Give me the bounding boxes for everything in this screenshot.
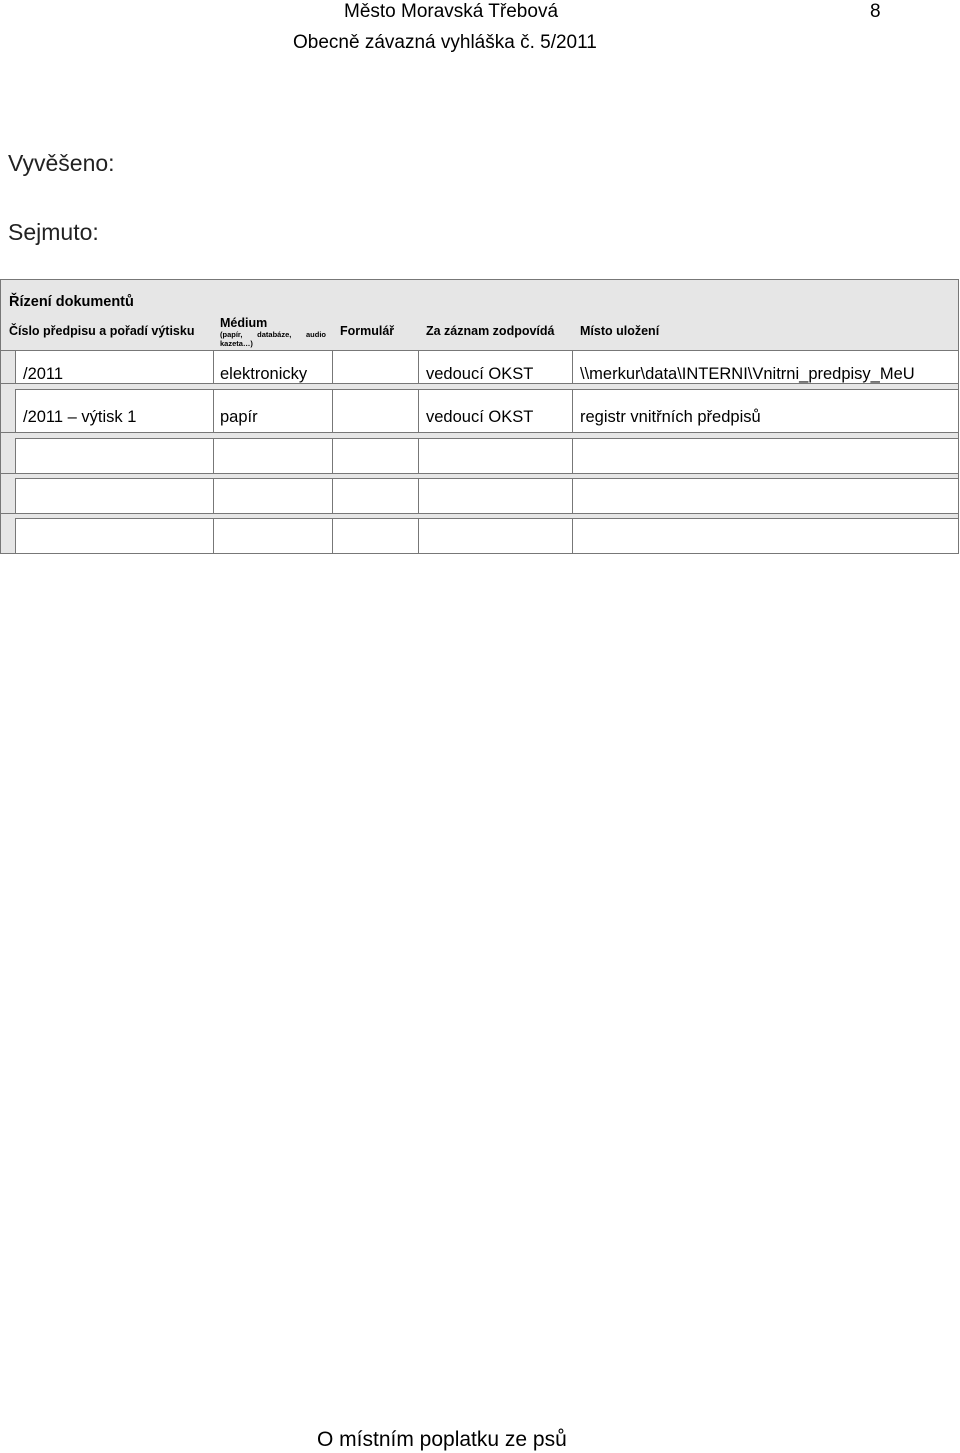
table-row [1, 350, 958, 383]
table-row [1, 478, 958, 513]
footer-title: O místním poplatku ze psů [317, 1428, 567, 1451]
row-number: /2011 [23, 365, 64, 383]
document-control-table [0, 279, 959, 554]
posted-label: Vyvěšeno: [8, 150, 115, 176]
removed-label: Sejmuto: [8, 219, 99, 245]
page-number: 8 [870, 1, 881, 22]
row-location: registr vnitřních předpisů [580, 408, 761, 426]
table-title: Řízení dokumentů [9, 294, 134, 310]
header-decree: Obecně závazná vyhláška č. 5/2011 [293, 32, 597, 53]
column-header-responsible: Za záznam zodpovídá [426, 324, 555, 338]
row-location: \\merkur\data\INTERNI\Vnitrni_predpisy_MeU [580, 365, 915, 383]
row-medium: elektronicky [220, 365, 308, 383]
row-number: /2011 – výtisk 1 [23, 408, 137, 426]
table-header [1, 280, 958, 350]
row-responsible: vedoucí OKST [426, 408, 534, 426]
column-header-location: Místo uložení [580, 324, 660, 338]
header-town: Město Moravská Třebová [344, 1, 559, 22]
row-medium: papír [220, 408, 258, 426]
table-row [1, 438, 958, 473]
column-header-medium-title: Médium [220, 316, 268, 330]
row-responsible: vedoucí OKST [426, 365, 534, 383]
table-row [1, 389, 958, 432]
column-header-number: Číslo předpisu a pořadí výtisku [9, 324, 195, 338]
column-header-medium-note: (papír, databáze, audio kazeta…) [220, 330, 326, 348]
column-header-form: Formulář [340, 324, 395, 338]
column-header-medium [220, 316, 326, 348]
table-row [1, 518, 958, 553]
